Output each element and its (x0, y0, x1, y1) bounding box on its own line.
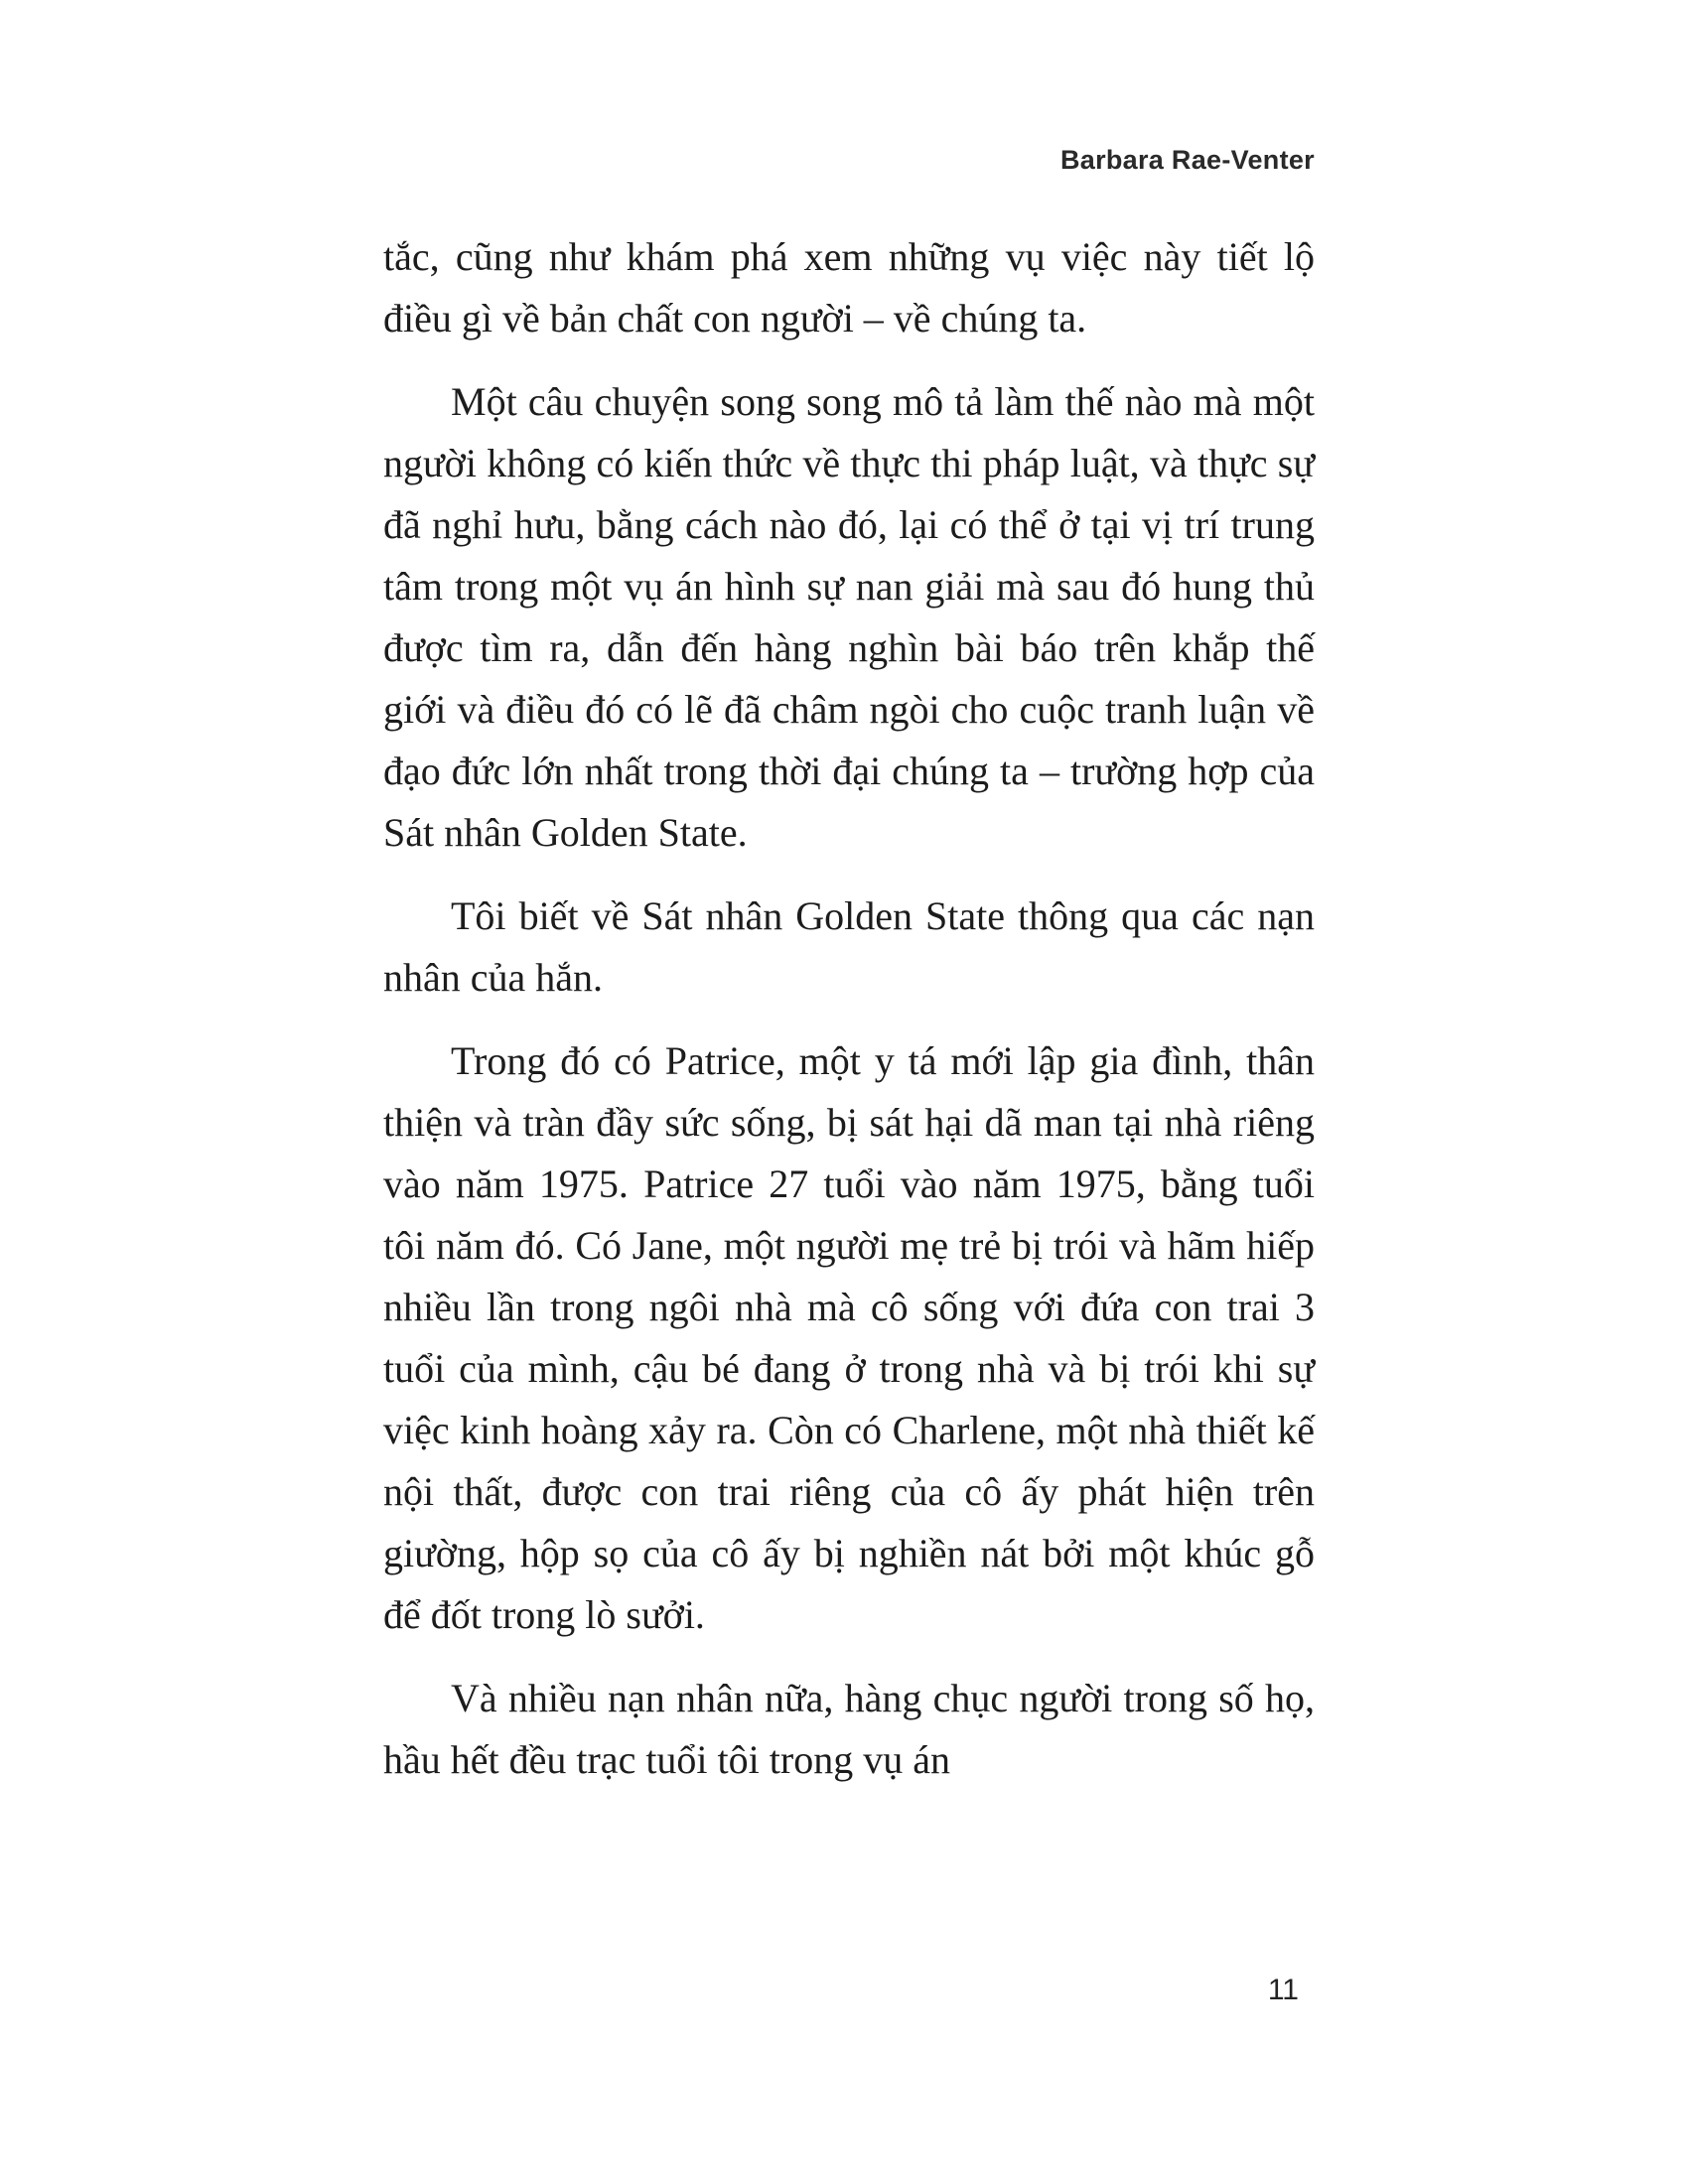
page-number: 11 (1267, 1974, 1299, 2006)
page-body (383, 226, 1315, 1813)
paragraph: Một câu chuyện song song mô tả làm thế nào mà một người không có kiến thức về thực thi pháp luật, và thực sự đã nghỉ hưu, bằng cách nào đó, lại có thể ở tại vị trí trung tâm trong một vụ án hình sự nan giải mà sau đó hung thủ được tìm ra, dẫn đến hàng nghìn bài báo trên khắp thế giới và điều đó có lẽ đã châm ngòi cho cuộc tranh luận về đạo đức lớn nhất trong thời đại chúng ta – trường hợp của Sát nhân Golden State. (383, 379, 1315, 855)
running-header: Barbara Rae-Venter (1059, 145, 1315, 175)
paragraph: tắc, cũng như khám phá xem những vụ việc này tiết lộ điều gì về bản chất con người – về chúng ta. (383, 234, 1315, 341)
paragraph: Và nhiều nạn nhân nữa, hàng chục người trong số họ, hầu hết đều trạc tuổi tôi trong vụ án (383, 1676, 1315, 1782)
paragraph: Tôi biết về Sát nhân Golden State thông qua các nạn nhân của hắn. (383, 893, 1315, 1000)
paragraph: Trong đó có Patrice, một y tá mới lập gia đình, thân thiện và tràn đầy sức sống, bị sát hại dã man tại nhà riêng vào năm 1975. Patrice 27 tuổi vào năm 1975, bằng tuổi tôi năm đó. Có Jane, một người mẹ trẻ bị trói và hãm hiếp nhiều lần trong ngôi nhà mà cô sống với đứa con trai 3 tuổi của mình, cậu bé đang ở trong nhà và bị trói khi sự việc kinh hoàng xảy ra. Còn có Charlene, một nhà thiết kế nội thất, được con trai riêng của cô ấy phát hiện trên giường, hộp sọ của cô ấy bị nghiền nát bởi một khúc gỗ để đốt trong lò sưởi. (383, 1038, 1315, 1637)
